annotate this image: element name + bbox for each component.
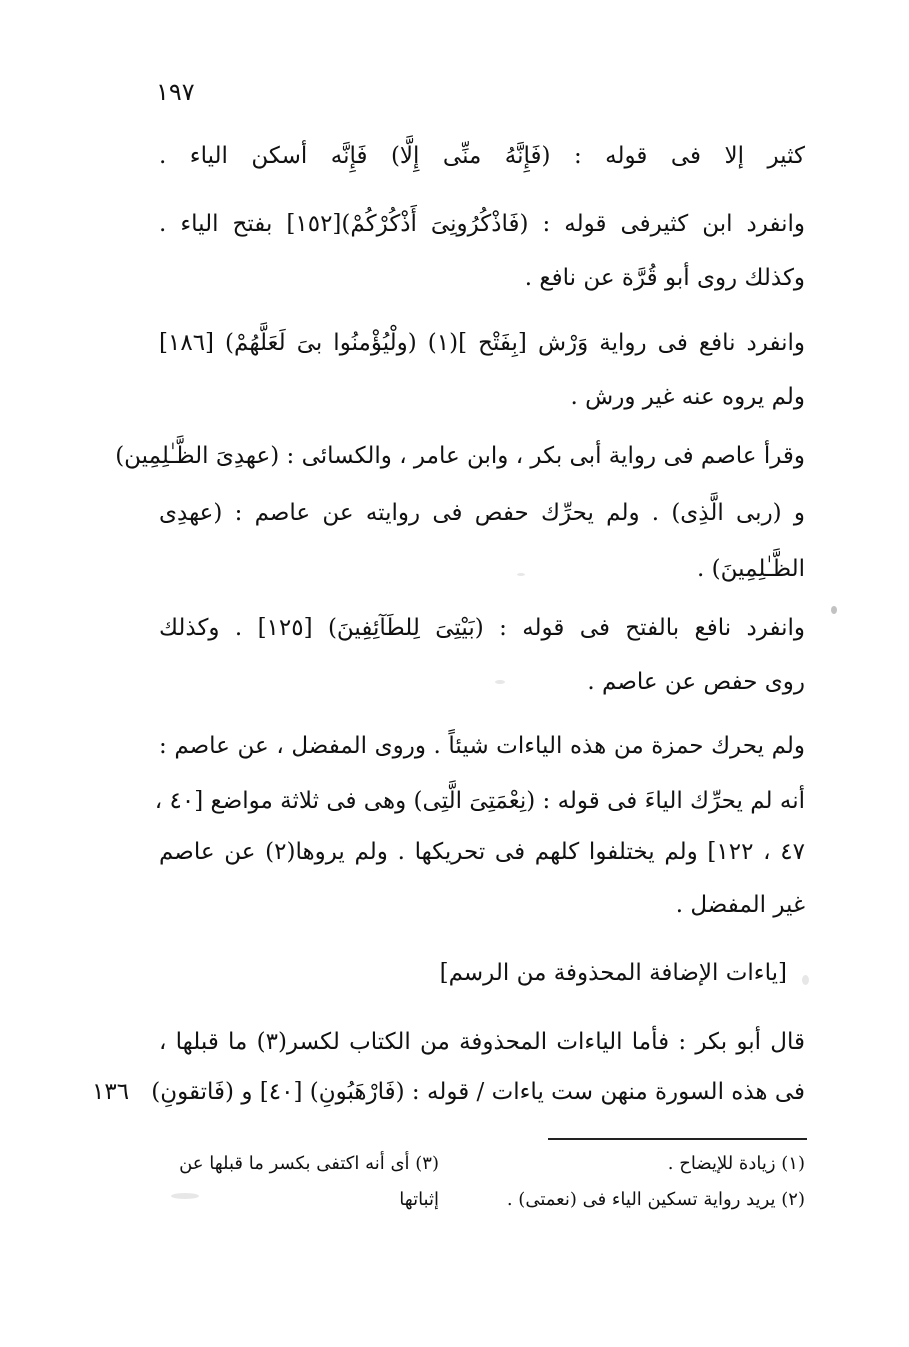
body-line-9: وانفرد نافع بالفتح فى قوله : (بَيْتِىَ لِلطَآئِفِينَ) [١٢٥] . وكذلك: [159, 615, 805, 641]
scan-speck: [495, 680, 505, 684]
section-heading: [ياءات الإضافة المحذوفة من الرسم]: [439, 960, 787, 986]
body-line-16: فى هذه السورة منهن ست ياءات / قوله : (فَارْهَبُونِ) [٤٠] و (فَاتقونِ): [151, 1079, 805, 1105]
margin-page-marker: ١٣٦: [92, 1079, 130, 1105]
scan-speck: [517, 573, 525, 576]
page-number: ١٩٧: [156, 78, 195, 106]
scan-speck: [802, 975, 809, 985]
body-line-3: وكذلك روى أبو قُرَّة عن نافع .: [524, 265, 805, 291]
footnote-3-continuation: إثباتها: [399, 1189, 439, 1210]
footnote-2: (٢) يريد رواية تسكين الياء فى (نعمتى) .: [506, 1189, 805, 1210]
body-line-13: ٤٧ ، ١٢٢] ولم يختلفوا كلهم فى تحريكها . ولم يروها(٢) عن عاصم: [159, 839, 805, 865]
body-line-4: وانفرد نافع فى رواية وَرْش [بِفَتْح ](١) (ولْيُؤْمنُوا بىَ لَعَلَّهُمْ) [١٨٦]: [159, 330, 805, 356]
body-line-10: روى حفص عن عاصم .: [587, 669, 805, 695]
body-line-14: غير المفضل .: [675, 892, 805, 918]
body-line-5: ولم يروه عنه غير ورش .: [570, 384, 805, 410]
footnote-separator: [548, 1138, 807, 1140]
body-line-1: كثير إلا فى قوله : (فَإِنَّهُ منِّى إِلَّا) فَإِنَّه أسكن الياء .: [159, 143, 805, 169]
body-line-2: وانفرد ابن كثيرفى قوله : (فَاذْكُرُونِىَ أَذْكُرْكُمْ)[١٥٢] بفتح الياء .: [159, 211, 806, 237]
footnote-1: (١) زيادة للإيضاح .: [667, 1153, 805, 1174]
footnote-3: (٣) أى أنه اكتفى بكسر ما قبلها عن: [179, 1153, 439, 1174]
scan-speck: [171, 1193, 199, 1199]
body-line-8: الظَّـٰلِمِينَ) .: [697, 556, 805, 582]
body-line-6: وقرأ عاصم فى رواية أبى بكر ، وابن عامر ، والكسائى : (عهدِىَ الظَّـٰلِمِين): [115, 443, 805, 469]
body-line-12: أنه لم يحرِّك الياءَ فى قوله : (نِعْمَتِىَ الَّتِى) وهى فى ثلاثة مواضع [٤٠ ،: [154, 788, 805, 814]
body-line-15: قال أبو بكر : فأما الياءات المحذوفة من الكتاب لكسر(٣) ما قبلها ،: [159, 1029, 805, 1055]
body-line-11: ولم يحرك حمزة من هذه الياءات شيئاً . وروى المفضل ، عن عاصم :: [159, 733, 805, 759]
scan-speck: [831, 606, 837, 614]
body-line-7: و (ربى الَّذِى) . ولم يحرِّك حفص فى روايته عن عاصم : (عهدِى: [159, 500, 805, 526]
